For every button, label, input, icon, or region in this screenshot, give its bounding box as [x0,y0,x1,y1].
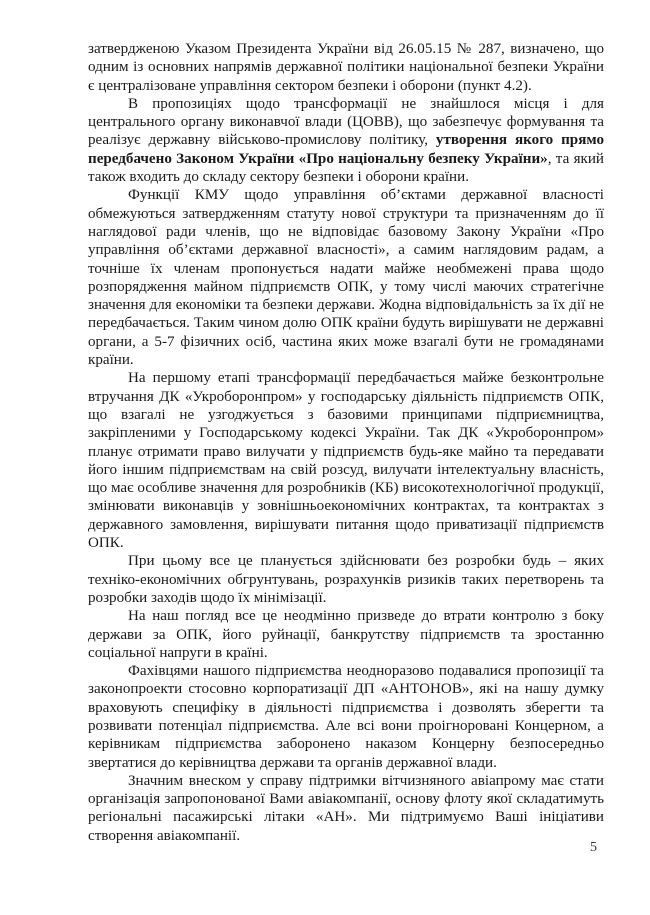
paragraph-8 [88,772,604,845]
paragraph-6 [88,607,604,662]
paragraph-2 [88,95,604,186]
paragraph-5 [88,552,604,607]
paragraph-2-text: В пропозиціях щодо трансформації не знайшлося місця і для центрального органу виконавчої влади (ЦОВВ), що забезпечує формування та реалізує державну військово-промислову політику, [88,95,604,149]
paragraph-8-text: Значним внеском у справу підтримки вітчизняного авіапрому має стати організація запропонованої Вами авіакомпанії, основу флоту якої складатимуть регіональні пасажирські літаки «АН». Ми підтримуємо Ваші ініціативи створення авіакомпанії. [88,772,604,844]
paragraph-5-text: При цьому все це планується здійснювати без розробки будь – яких техніко-економічних обгрунтувань, розрахунків ризиків таких перетворень та розробки заходів щодо їх мінімізації. [88,553,604,606]
paragraph-2-bold-text: утворення якого прямо передбачено Законом України «Про національну безпеку України» [88,132,604,167]
paragraph-6-text: На наш погляд все це неодмінно призведе до втрати контролю з боку держави за ОПК, його руйнації, банкрутству підприємств та зростанню соціальної напруги в країні. [88,608,604,661]
paragraph-2-text-end: , та який також входить до складу сектору безпеки і оборони країни. [88,150,605,186]
document-body [88,40,604,845]
paragraph-4 [88,369,604,552]
paragraph-7 [88,662,604,772]
paragraph-1 [88,40,604,95]
paragraph-1-text: затвердженою Указом Президента України від 26.05.15 № 287, визначено, що одним із основних напрямів державної політики національної безпеки України є централізоване управління сектором безпеки і оборони (пункт 4.2). [88,41,604,94]
paragraph-7-text: Фахівцями нашого підприємства неодноразово подавалися пропозиції та законопроекти стосовно корпоратизації ДП «АНТОНОВ», які на нашу думку враховують специфіку в діяльності підприємства і дозволять зберегти та розвивати потенціал підприємства. Але всі вони проігноровані Концерном, а керівникам підприємства заборонено наказом Концерну безпосередньо звертатися до керівництва держави та органів державної влади. [88,663,604,771]
paragraph-3-text: Функції КМУ щодо управління об’єктами державної власності обмежуються затвердженням статуту нової структури та призначенням до її наглядової ради членів, що не відповідає базовому Закону України «Про управління об’єктами державної власності», а самим наглядовим радам, а точніше їх членам пропонується надати майже необмежені права щодо розпорядження майном підприємств ОПК, у тому числі маючих стратегічне значення для економіки та безпеки держави. Жодна відповідальність за їх дії не передбачається. Таким чином долю ОПК країни будуть вирішувати не державні органи, а 5-7 фізичних осіб, частина яких може взагалі бути не громадянами країни. [88,187,604,369]
page-number: 5 [590,840,597,855]
paragraph-4-text: На першому етапі трансформації передбачається майже безконтрольне втручання ДК «Укроборонпром» у господарську діяльність підприємств ОПК, що взагалі не узгоджується з базовими принципами підприємництва, закріпленими у Господарському кодексі України. Так ДК «Укроборонпром» планує отримати право вилучати у підприємств будь-яке майно та передавати його іншим підприємствам на свій розсуд, вилучати інтелектуальну власність, що має особливе значення для розробників (КБ) високотехнологічної продукції, змінювати виконавців у зовнішньоекономічних контрактах, та контрактах з державного замовлення, вирішувати питання щодо приватизації підприємств ОПК. [88,370,604,552]
paragraph-3 [88,186,604,369]
